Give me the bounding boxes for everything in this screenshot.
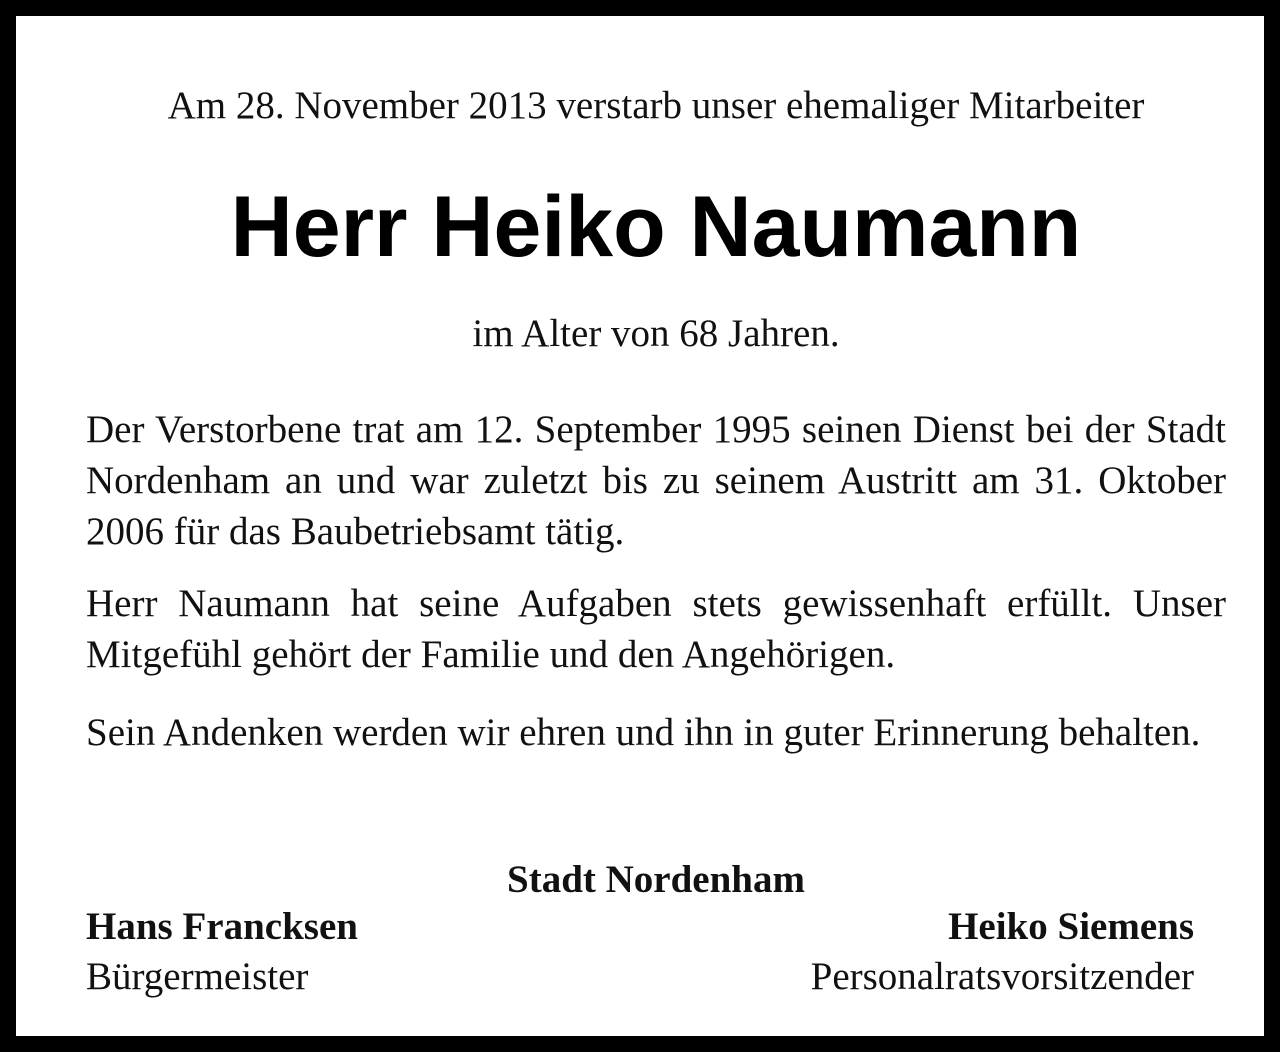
signatory-right [811, 902, 1194, 1002]
tribute-paragraph: Herr Naumann hat seine Aufgaben stets gewissenhaft erfüllt. Unser Mitgefühl gehört der Familie und den Angehörigen. [86, 582, 1226, 676]
deceased-name: Herr Heiko Naumann [230, 179, 1082, 275]
remembrance-paragraph: Sein Andenken werden wir ehren und ihn in guter Erinnerung behalten. [86, 711, 1201, 754]
organization-name: Stadt Nordenham [507, 858, 805, 901]
intro-line: Am 28. November 2013 verstarb unser ehemaliger Mitarbeiter [167, 84, 1145, 127]
age-line: im Alter von 68 Jahren. [472, 312, 840, 355]
service-paragraph: Der Verstorbene trat am 12. September 1995 seinen Dienst bei der Stadt Nordenham an und war zuletzt bis zu seinem Austritt am 31. Oktober 2006 für das Baubetriebsamt tätig. [86, 408, 1226, 553]
signatory-role: Bürgermeister [86, 955, 309, 998]
signatory-left [86, 902, 358, 1002]
signatory-name: Hans Francksen [86, 905, 358, 948]
signatory-name: Heiko Siemens [948, 905, 1194, 948]
signatory-role: Personalratsvorsitzender [810, 955, 1194, 998]
